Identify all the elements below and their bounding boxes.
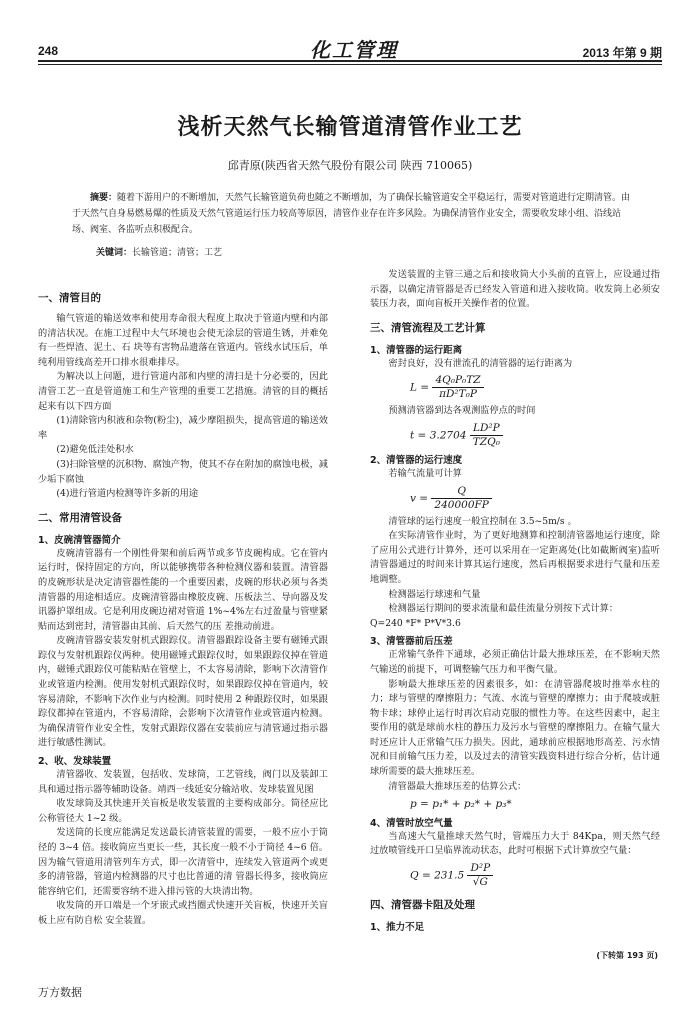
paragraph: 预测清管器到达各观测监停点的时间: [388, 405, 536, 417]
formula-time: t = 3.2704 $\frac{\text{LD²P}}{\text{TZQ₀}}$: [410, 422, 660, 449]
left-column: [38, 282, 328, 929]
continuation-note: (下转第 193 页): [596, 951, 658, 960]
paragraph: 影响最大推球压差的因素很多，如：在清管器爬坡时推举水柱的力；球与管壁的摩擦阻力；气流、水流与管壁的摩擦力；由于爬坡或脏物卡球；球停止运行时再次启动克服的惯性力等。在这些因素中，起主要作用的就是球前水柱的静压力及污水与管壁的摩擦阻力。在输气量大时还应计人正常输气压力损失。因此，通球前应根据地形高差、污水情况和目前输气压力差，以及过去的清管实践资料进行综合分析，估计通球所需要的最大推球压差。: [370, 678, 660, 778]
formula-vent: Q = 231.5 $\frac{\text{D²P}}{√G}$: [410, 862, 660, 889]
article-title: 浅析天然气长输管道清管作业工艺: [177, 114, 523, 140]
list-item: (1)清除管内积液和杂物(粉尘)，减少摩阻损失，提高管道的输送效率: [38, 415, 328, 441]
paragraph: 在实际清管作业时，为了更好地测算和控制清管器地运行速度，除了应用公式进行计算外，还可以采用在一定距离处(比如截断阀室)监听清管器通过的时间来计算其运行速度，然后再根据要求进行气量和压差地调整。: [370, 530, 660, 585]
section-heading: 一、清管目的: [38, 292, 101, 304]
list-item: (2)避免低洼处积水: [56, 444, 134, 456]
header-rule: [38, 60, 662, 62]
paragraph: 发送筒的长度应能满足发送最长清管装置的需要，一般不应小于筒径的 3~4 倍。接收筒应当更长一些，其长度一般不小于筒径 4~6 倍。因为输气管道用清管列车方式，即一次清管中，连续发入管道两个或更多的清管器，管道内检测器的尺寸也比普通的清 管器长得多，接收筒应能容纳它们，还需要容纳不进入排污管的大块清出物。: [38, 827, 328, 897]
paragraph: 若输气流量可计算: [388, 467, 462, 479]
paragraph: 收发球筒及其快速开关盲板是收发装置的主要构成部分。筒径应比公称管径大 1~2 级。: [38, 798, 328, 824]
paragraph: 当高速大气量推球天然气时，管端压力大于 84Kpa，则天然气经过放喷管线开口呈临界流动状态，此时可根据下式计算放空气量：: [370, 830, 660, 857]
journal-name: 化工管理: [310, 38, 398, 62]
paragraph: 密封良好，没有泄流孔的清管器的运行距离为: [388, 357, 573, 369]
subsection-heading: 3、清管器前后压差: [370, 636, 453, 648]
keywords-text: 长输管道；清管；工艺: [132, 248, 223, 258]
list-item: (3)扫除管壁的沉积物、腐蚀产物，使其不存在附加的腐蚀电极，减少垢下腐蚀: [38, 458, 328, 485]
subsection-heading: 2、收、发球装置: [38, 756, 112, 768]
subsection-heading: 1、清管器的运行距离: [370, 344, 463, 356]
formula-pressure: p = p₁* + p₂* + p₃*: [410, 798, 512, 811]
subsection-heading: 1、皮碗清管器简介: [38, 534, 121, 546]
watermark: 万方数据: [38, 986, 82, 999]
formula-distance: L = $\frac{\text{4Q₀P₀TZ}}{\text{πD²T₀P}}$: [410, 374, 660, 401]
abstract-label: 摘要：: [90, 193, 118, 203]
right-column: [370, 268, 660, 934]
paragraph: 发送装置的主管三通之后和接收筒大小头前的直管上，应设通过指示器，以确定清管器是否已经发入管道和进入接收筒。收发筒上必须安装压力表，面向盲板开关操作者的位置。: [370, 269, 660, 310]
formula-flow: Q=240 *F* P*V*3.6: [370, 617, 461, 629]
subsection-heading: 2、清管器的运行速度: [370, 454, 463, 466]
author-line: 邱青原(陕西省天然气股份有限公司 陕西 710065): [227, 159, 473, 172]
section-heading: 四、清管器卡阻及处理: [370, 899, 475, 912]
paragraph: 为解决以上问题，进行管道内部和内壁的清扫是十分必要的，因此清管工艺一直是管道施工和生产管理的重要工艺措施。清管的目的概括起来有以下四方面: [38, 371, 328, 412]
page-number: 248: [38, 44, 59, 58]
subsection-heading: 1、推力不足: [370, 922, 425, 934]
list-item: (4)进行管道内检测等许多新的用途: [56, 488, 199, 500]
issue-label: 2013 年第 9 期: [582, 46, 662, 60]
keywords-label: 关键词：: [96, 248, 133, 258]
keywords: [96, 245, 222, 258]
section-heading: 三、清管流程及工艺计算: [370, 321, 486, 334]
paragraph: 正常输气条件下通球，必须正确估计最大推球压差，在不影响天然气输送的前提下，可调整输气压力和平衡气量。: [370, 649, 660, 675]
paragraph: 清管器最大推球压差的估算公式：: [388, 780, 527, 792]
paragraph: 输气管道的输送效率和使用寿命很大程度上取决于管道内壁和内部的清洁状况。在施工过程中大气环境也会使无涂层的管道生锈，并难免有一些焊渣、泥土、石 块等有害物品遗落在管道内。管线水试压后，单纯利用管线高差开口排水很难排尽。: [38, 313, 328, 368]
paragraph: 收发筒的开口端是一个牙嵌式或挡圈式快速开关盲板，快速开关盲板上应有防自松 安全装置。: [38, 900, 328, 926]
paragraph: 检测器运行期间的要求流量和最佳流量分别按下式计算：: [388, 603, 619, 615]
abstract: [72, 190, 637, 238]
paragraph: 皮碗清管器有一个刚性骨架和前后两节或多节皮碗构成。它在管内运行时，保持固定的方向，所以能够携带各种检测仪器和装置。清管器的皮碗形状是决定清管器性能的一个重要因素，皮碗的形状必须与各类清管器的用途相适应。皮碗清管器由橡胶皮碗、压板法兰、导向器及发讯器护罩组成。它是利用皮碗边裙对管道 1%~4%左右过盈量与管壁紧贴而达到密封，清管器由其前、后天然气的压 差推动前进。: [38, 547, 328, 632]
abstract-text: 随着下游用户的不断增加，天然气长输管道负荷也随之不断增加，为了确保长输管道安全平稳运行，需要对管道进行定期清管。由于天然气自身易燃易爆的性质及天然气管道运行压力较高等原因，清管作业存在许多风险。为确保清管作业安全，需要收发球小组、沿线站场、阀室、各监听点积极配合。: [72, 193, 631, 235]
paragraph: 皮碗清管器安装发射机式跟踪仪。清管器跟踪设备主要有磁锤式跟踪仪与发射机跟踪仪两种。使用磁锤式跟踪仪时，如果跟踪仪掉在管道内，磁锤式跟踪仪可能粘贴在管壁上，不太容易清除，影响下次清管作业或管道内检测。使用发射机式跟踪仪时，如果跟踪仪掉在管道内，较容易清除，不影响下次作业与内检测。同时使用 2 种跟踪仪时，如果跟踪仪都掉在管道内，不容易清除，会影响下次清管作业或管道内检测。为确保清管作业安全性，发射式跟踪仪器在安装前应与清管通过指示器进行敏感性测试。: [38, 635, 328, 749]
paragraph: 清管球的运行速度一般宜控制在 3.5~5m/s 。: [388, 515, 577, 527]
subsection-heading: 4、清管时放空气量: [370, 817, 453, 829]
header-rule-thin: [38, 64, 662, 65]
section-heading: 二、常用清管设备: [38, 511, 122, 524]
formula-velocity: v = $\frac{Q}{240000FP}$: [410, 485, 660, 512]
paragraph: 检测器运行球速和气量: [388, 588, 481, 600]
paragraph: 清管器收、发装置，包括收、发球筒，工艺管线，阀门以及装卸工具和通过指示器等辅助设备。靖西一线延安分输站收、发球装置见图: [38, 769, 328, 795]
